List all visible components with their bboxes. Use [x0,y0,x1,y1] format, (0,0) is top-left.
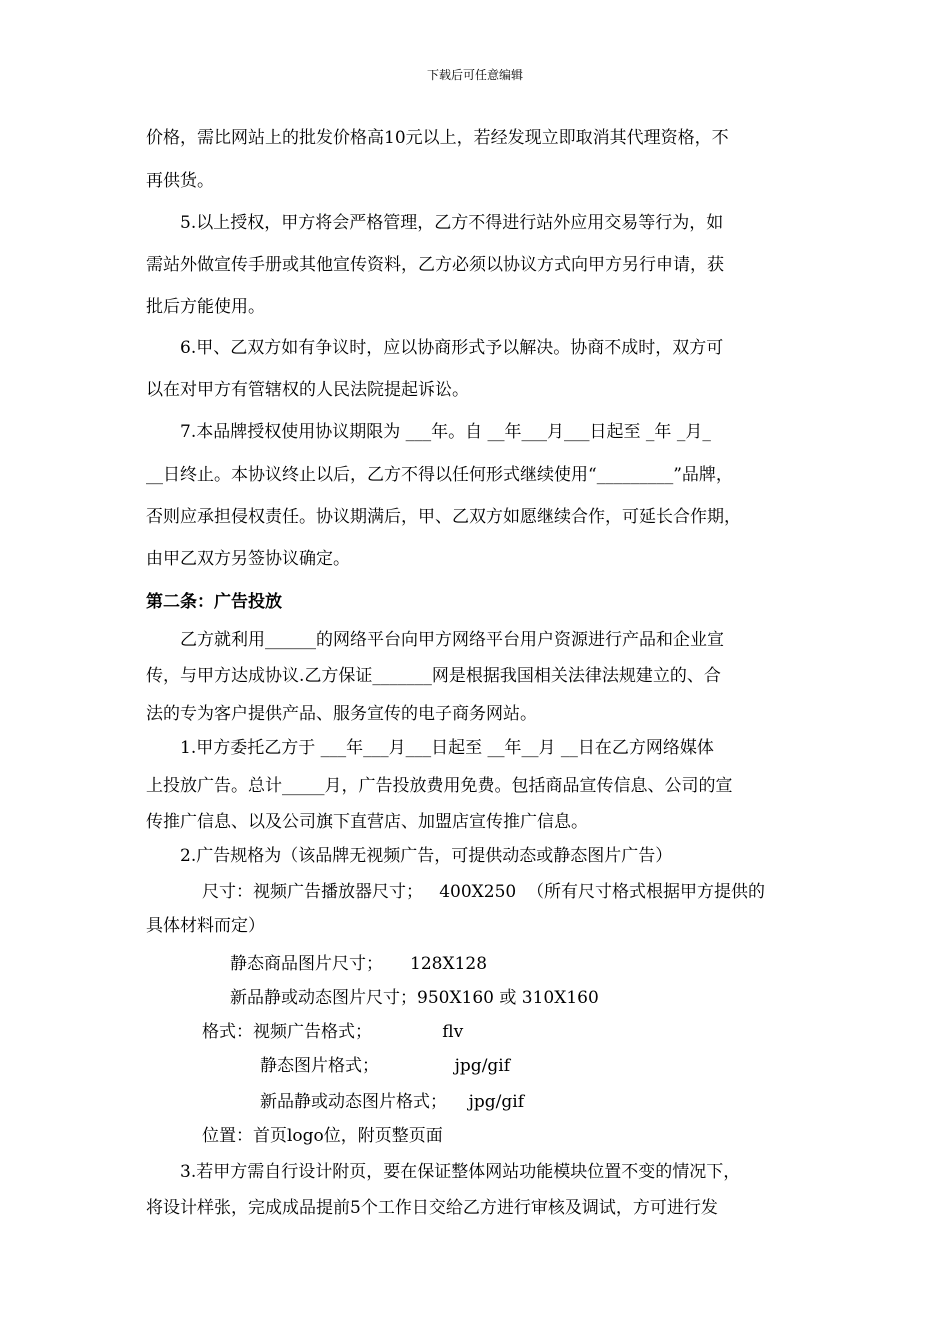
paragraph-line: 5.以上授权，甲方将会严格管理，乙方不得进行站外应用交易等行为，如 [180,213,724,233]
paragraph-line: 新品静或动态图片格式； jpg/gif [260,1092,524,1112]
paragraph-line: 3.若甲方需自行设计附页，要在保证整体网站功能模块位置不变的情况下， [180,1162,741,1182]
paragraph-line: 2.广告规格为（该品牌无视频广告，可提供动态或静态图片广告） [180,846,673,866]
paragraph-line: 尺寸：视频广告播放器尺寸； 400X250 （所有尺寸格式根据甲方提供的 [202,882,766,902]
paragraph-line: 需站外做宣传手册或其他宣传资料，乙方必须以协议方式向甲方另行申请，获 [146,255,724,275]
paragraph-line: 批后方能使用。 [146,297,265,317]
paragraph-line: 否则应承担侵权责任。协议期满后，甲、乙双方如愿继续合作，可延长合作期， [146,507,741,527]
paragraph-line: 静态图片格式； jpg/gif [260,1056,511,1076]
section-heading: 第二条：广告投放 [146,592,282,612]
paragraph-line: 再供货。 [146,171,214,191]
paragraph-line: 1.甲方委托乙方于 ___年___月___日起至 __年__月 __日在乙方网络媒体 [180,738,714,758]
paragraph-line: 具体材料而定） [146,916,265,936]
paragraph-line: 法的专为客户提供产品、服务宣传的电子商务网站。 [146,704,537,724]
paragraph-line: __日终止。本协议终止以后，乙方不得以任何形式继续使用“_________”品牌， [146,465,733,485]
paragraph-line: 6.甲、乙双方如有争议时，应以协商形式予以解决。协商不成时，双方可 [180,338,724,358]
paragraph-line: 传，与甲方达成协议.乙方保证_______网是根据我国相关法律法规建立的、合 [146,666,721,686]
paragraph-line: 新品静或动态图片尺寸；950X160 或 310X160 [230,988,599,1008]
page-header: 下载后可任意编辑 [426,68,523,82]
paragraph-line: 以在对甲方有管辖权的人民法院提起诉讼。 [146,380,469,400]
paragraph-line: 7.本品牌授权使用协议期限为 ___年。自 __年___月___日起至 _年 _月_ [180,422,711,442]
paragraph-line: 上投放广告。总计_____月，广告投放费用免费。包括商品宣传信息、公司的宣 [146,776,733,796]
paragraph-line: 价格，需比网站上的批发价格高10元以上，若经发现立即取消其代理资格，不 [146,128,729,148]
paragraph-line: 静态商品图片尺寸； 128X128 [230,954,488,974]
paragraph-line: 将设计样张，完成成品提前5个工作日交给乙方进行审核及调试，方可进行发 [146,1198,718,1218]
paragraph-line: 位置：首页logo位，附页整页面 [202,1126,443,1146]
paragraph-line: 格式：视频广告格式； flv [202,1022,464,1042]
paragraph-line: 由甲乙双方另签协议确定。 [146,549,350,569]
paragraph-line: 乙方就利用______的网络平台向甲方网络平台用户资源进行产品和企业宣 [180,630,724,650]
paragraph-line: 传推广信息、以及公司旗下直营店、加盟店宣传推广信息。 [146,812,588,832]
